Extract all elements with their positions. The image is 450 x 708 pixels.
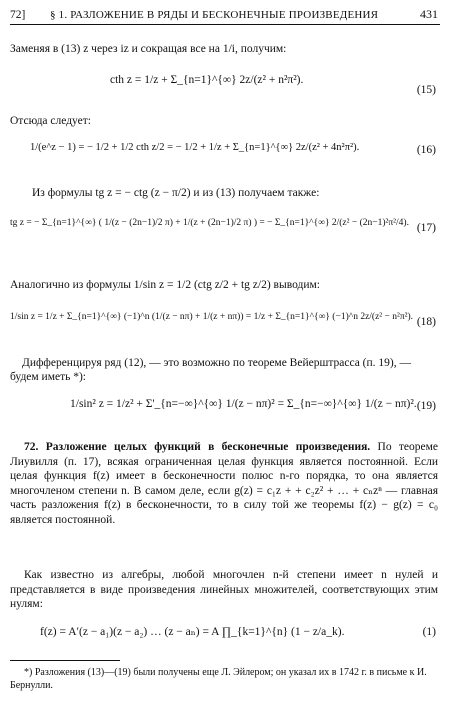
equation-18: 1/sin z = 1/z + Σ_{n=1}^{∞} (−1)^n (1/(z − nπ) + 1/(z + nπ)) = 1/z + Σ_{n=1}^{∞} (−1)^n 2z/(z² − n²π²).	[10, 312, 414, 322]
equation-number-19: (19)	[416, 400, 436, 412]
section-paragraph-1: По теореме Лиувилля (п. 17), всякая ограниченная целая функция является постоянной. Если целая функция f(z) имеет в бесконечности полюс n-го порядка, то она является многочленом степени n. В самом деле, если g(z) = c₁z + + c₂z² + … + cₙzⁿ — главная часть разложения f(z) в бесконечности, то в силу той же теоремы f(z) − g(z) = c₀ является постоянной.	[10, 441, 439, 526]
equation-16: 1/(e^z − 1) = − 1/2 + 1/2 cth z/2 = − 1/2 + 1/z + Σ_{n=1}^{∞} 2z/(z² + 4n²π²).	[30, 142, 360, 153]
equation-number-17: (17)	[416, 222, 436, 234]
equation-1: f(z) = A′(z − a₁)(z − a₂) … (z − aₙ) = A ∏_{k=1}^{n} (1 − z/a_k).	[40, 626, 345, 638]
section-72	[10, 440, 438, 528]
section-paragraph-2: Как известно из алгебры, любой многочлен n-й степени имеет n нулей и представляется в виде произведения линейных множителей, соответствующих этим нулям:	[10, 569, 438, 611]
equation-17: tg z = − Σ_{n=1}^{∞} ( 1/(z − (2n−1)/2 π) + 1/(z + (2n−1)/2 π) ) = − Σ_{n=1}^{∞} 2/(z² − (2n−1)²π²/4).	[10, 218, 409, 228]
text-line-4: Аналогично из формулы 1/sin z = 1/2 (ctg z/2 + tg z/2) выводим:	[10, 279, 320, 291]
equation-number-15: (15)	[416, 84, 436, 96]
text-line-5: Дифференцируя ряд (12), — это возможно по теореме Вейерштрасса (п. 19), —	[22, 357, 411, 369]
header-section-number: 72]	[10, 9, 26, 21]
page-number: 431	[420, 7, 438, 21]
footnote-rule	[10, 660, 120, 661]
footnote: *) Разложения (13)—(19) были получены еще Л. Эйлером; он указал их в 1742 г. в письме к И. Бернулли.	[10, 667, 427, 691]
equation-15: cth z = 1/z + Σ_{n=1}^{∞} 2z/(z² + n²π²).	[110, 74, 304, 86]
running-header	[10, 7, 438, 25]
header-title: § 1. РАЗЛОЖЕНИЕ В РЯДЫ И БЕСКОНЕЧНЫЕ ПРОИЗВЕДЕНИЯ	[50, 9, 379, 21]
section-title: 72. Разложение целых функций в бесконечные произведения.	[24, 441, 371, 453]
equation-19: 1/sin² z = 1/z² + Σ'_{n=−∞}^{∞} 1/(z − nπ)² = Σ_{n=−∞}^{∞} 1/(z − nπ)².	[70, 398, 417, 410]
text-line-1: Заменяя в (13) z через iz и сокращая все на 1/i, получим:	[10, 43, 287, 55]
text-line-6: будем иметь *):	[10, 371, 87, 383]
text-line-2: Отсюда следует:	[10, 115, 91, 127]
header-rule	[10, 24, 440, 25]
text-line-3: Из формулы tg z = − ctg (z − π/2) и из (13) получаем также:	[32, 187, 320, 199]
equation-number-18: (18)	[416, 316, 436, 328]
equation-number-1: (1)	[422, 626, 436, 638]
equation-number-16: (16)	[416, 144, 436, 156]
